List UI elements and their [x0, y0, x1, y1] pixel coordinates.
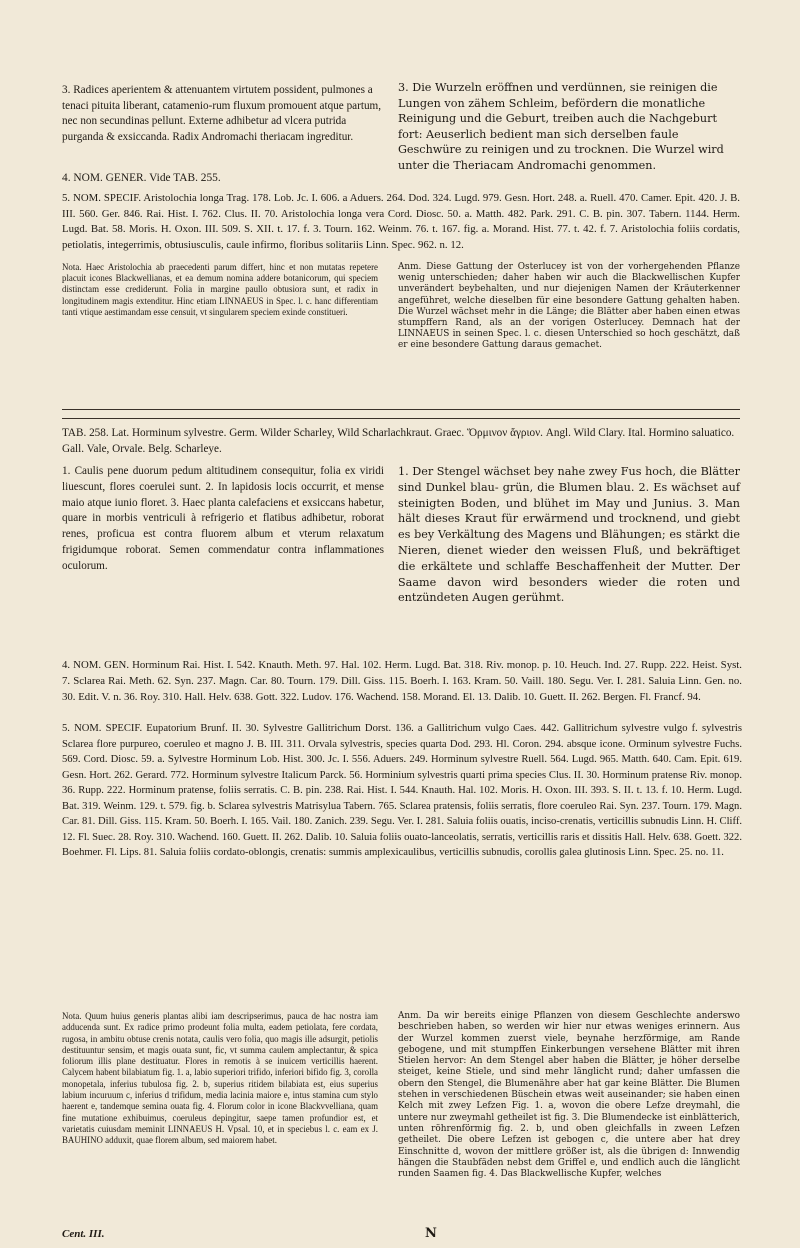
tab-258-heading: TAB. 258. Lat. Horminum sylvestre. Germ. Wilder Scharley, Wild Scharlachkraut. Graec. Ὅρμινον ἄγριον. Angl. Wild Clary. Ital. Hormino saluatico. Gall. Vale, Orvale. Belg. Scharleye.: [62, 427, 735, 455]
signature-mark: N: [425, 1226, 437, 1241]
nota-latin-1: Nota. Haec Aristolochia ab praecedenti parum differt, hinc et non mutatas repetere placuit icones Blackwellianas, et ea demum nomina addere botanicorum, qui speciem distinctam esse crediderunt. Folia in margine paullo obtusiora sunt, et radix in longitudinem magis extenditur. Hinc etiam LINNAEUS in Spec. l. c. hanc differentiam tanti vtique aestimandam esse censuit, vt singularem speciem exinde constitueri.: [62, 262, 378, 317]
nomen-specificum-paragraph-2: 5. NOM. SPECIF. Eupatorium Brunf. II. 30. Sylvestre Gallitrichum Dorst. 136. a Gallitrichum vulgo Caes. 442. Gallitrichum sylvestre vulgo f. sylvestris Sclarea flore purpureo, coeruleo et magno J. B. III. 311. Orvala sylvestris, species quarta Dod. 293. Hl. Coron. 294. absque icone. Orminum sylvestre Fuchs. 569. Cord. Diosc. 59. a. Sylvestre Horminum Lob. Hist. 300. Jc. I. 556. Aduers. 249. Horminum sylvestre Ruell. 564. Lugd. 965. Matth. 640. Cam. Epit. 619. Gesn. Hort. 262. Gerard. 772. Horminum sylvestre Italicum Parck. 56. Horminium sylvestris quarti prima species Clus. II. 30. Horminum pratense Riv. monop. 36. Rupp. 222. Horminum pratense, foliis serratis. C. B. pin. 238. Rai. Hist. I. 544. Knauth. Hal. 102. Moris. H. Oxon. III. 393. S. II. t. 13. f. 10. Herm. Lugd. Bat. 319. Weinm. 129. t. 579. fig. b. Sclarea sylvestris Matrisylua Tabern. 765. Sclarea pratensis, foliis serratis, flore coeruleo Rai. Syn. 237. Tourn. 179. Magn. Car. 81. Dill. Giss. 115. Kram. 50. Boerh. I. 165. Vail. 180. Zanich. 239. Segu. Ver. I. 281. Saluia foliis ouatis, inciso-crenatis, verticillis subnudis Linn. H. Cliff. 12. Fl. Suec. 28. Roy. 310. Wachend. 160. Guett. II. 262. Dalib. 10. Saluia foliis ouato-lanceolatis, serratis, verticillis raris et dissitis Hall. Helv. 638. Goett. 322. Boehmer. Fl. Lips. 81. Saluia foliis cordato-oblongis, crenatis: summis amplexicaulibus, verticillis subnudis, corollis galea glutinosis Linn. Spec. 25. no. 11.: [62, 723, 742, 858]
description-latin: 1. Caulis pene duorum pedum altitudinem consequitur, folia ex viridi liuescunt, flores coerulei sunt. 2. In lapidosis locis occurrit, et mense maio atque iunio floret. 3. Haec planta calefaciens et exsiccans habetur, quare in morbis ventriculi à refrigerio et flatibus adhibetur, roborat renes, proficua est contra fluorem album et vterum relaxatum frigidumque roborat. Semen commendatur contra inflammationes oculorum.: [62, 465, 384, 572]
anmerkung-german-2: Anm. Da wir bereits einige Pflanzen von diesem Geschlechte anderswo beschrieben haben, so werden wir hier nur etwas weniges erinnern. Aus der Wurzel kommen zuerst viele, beynahe herzförmige, am Rande gebogene, und mit stumpffen Einkerbungen versehene Blätter mit ihren Stielen hervor: An dem Stengel aber haben die Blätter, je höher derselbe steiget, keine Stiele, und sind mehr länglicht rund; daher umfassen die obern den Stengel, die Blumenähre aber hat gar keine Blätter. Die Blumen stehen in verschiedenen Büschein etwas weit auseinander; sie haben einen Kelch mit zwey Lefzen Fig. 1. a, wovon die obere Lefze dreymahl, die untere nur zweymahl getheilet ist fig. 3. Die Blumendecke ist einblätterich, unten röhrenförmig fig. 2. b, und oben gleichfalls in zween Lefzen getheilet. Die obere Lefzen ist gebogen c, die untere aber hat drey Einschnitte d, wovon der mittlere größer ist, als die übrigen d: Innwendig hängen die Staubfäden nebst dem Griffel e, und endlich auch die länglicht runden Saamen fig. 4. Das Blackwellische Kupfer, welches: [398, 1011, 740, 1180]
anmerkung-german-1: Anm. Diese Gattung der Osterlucey ist von der vorhergehenden Pflanze wenig unterschieden; daher haben wir auch die Blackwellischen Kupfer unverändert beybehalten, und nur diejenigen Namen der Kräuterkenner angeführet, welche dieselben für eine besondere Gattung gehalten haben. Die Wurzel wächset mehr in die Länge; die Blätter aber haben einen etwas stumpffern Rand, als an der vorigen Osterlucey. Demnach hat der LINNAEUS in seinen Spec. l. c. diesen Unterschied so hoch geschätzt, daß er eine besondere Gattung daraus gemachet.: [398, 262, 740, 351]
paragraph-3-latin: 3. Radices aperientem & attenuantem virtutem possident, pulmones a tenaci pituita liberant, catamenio-rum fluxum promouent atque partum, nec non secundinas pellunt. Externe adhibetur ad vlcera putrida purganda & exsiccanda. Radix Andromachi theriacam ingreditur.: [62, 84, 382, 143]
nomen-generis-reference: 4. NOM. GENER. Vide TAB. 255.: [62, 172, 221, 184]
description-german: 1. Der Stengel wächset bey nahe zwey Fus hoch, die Blätter sind Dunkel blau- grün, die Blumen blau. 2. Es wächset auf steinigten Boden, und blühet im May und Junius. 3. Man hält dieses Kraut für erwärmend und trocknend, und giebt es bey Verkältung des Magens und Blähungen; es stärkt die Nieren, dienet wieder den weissen Fluß, und bekräftiget die erkältete und schlaffe Beschaffenheit der Mutter. Der Saame davon wird besonders wieder die roten und entzündeten Augen gerühmt.: [398, 465, 740, 605]
section-divider-top: [62, 409, 740, 410]
footer-centuria: Cent. III.: [62, 1228, 105, 1240]
section-divider-bottom: [62, 418, 740, 419]
nota-latin-2: Nota. Quum huius generis plantas alibi iam descripserimus, pauca de hac nostra iam adducenda sunt. Ex radice primo prodeunt folia multa, eadem petiolata, fere cordata, rugosa, in ambitu obtuse crenis notata, caulis vero folia, quo magis ille adsurgit, petiolis destituuntur sensim, et magis ouata sunt, fic, vt summa caulem amplectantur, & spica foliorum illis plane destituatur. Flores in remotis à se inuicem verticillis haerent. Calycem habent bilabiatum fig. 1. a, labio superiori trifido, inferiori bifido fig. 3, corolla monopetala, inferius tubulosa fig. 2. b, superius ritidem bilabiata est, eius superius labium incuruum c, inferius d trifidum, media lacinia maiore e, intus stamina cum stylo haerent e, tandemque semina ouata fig. 4. Florum color in icone Blackvvelliana, quam fine mutatione exhibuimus, coeruleus depingitur, saepe tamen profundior est, et varietatis cuiusdam meminit LINNAEUS H. Vpsal. 10, et in speciebus l. c. eam ex J. BAUHINO adduxit, quae florem album, sed maiorem habet.: [62, 1011, 378, 1146]
nomen-generis-paragraph: 4. NOM. GEN. Horminum Rai. Hist. I. 542. Knauth. Meth. 97. Hal. 102. Herm. Lugd. Bat. 318. Riv. monop. p. 10. Heuch. Ind. 27. Rupp. 222. Heist. Syst. 7. Sclarea Rai. Meth. 62. Syn. 237. Magn. Car. 80. Tourn. 179. Dill. Giss. 115. Boerh. I. 163. Kram. 50. Vaill. 180. Segu. Ver. I. 281. Saluia Linn. Gen. no. 30. Edit. V. n. 36. Roy. 310. Hall. Helv. 638. Gott. 322. Ludov. 176. Wachend. 158. Morand. El. 13. Dalib. 10. Guett. II. 262. Bergen. Fl. Francf. 94.: [62, 659, 742, 703]
nomen-specificum-paragraph: 5. NOM. SPECIF. Aristolochia longa Trag. 178. Lob. Jc. I. 606. a Aduers. 264. Dod. 324. Lugd. 979. Gesn. Hort. 248. a. Ruell. 470. Camer. Epit. 420. J. B. III. 560. Ger. 846. Rai. Hist. I. 762. Clus. II. 70. Aristolochia longa vera Cord. Diosc. 50. a. Matth. 482. Park. 291. C. B. pin. 307. Tabern. 1144. Herm. Lugd. Bat. 58. Moris. H. Oxon. III. 509. S. XII. t. 17. f. 3. Tourn. 162. Weinm. 76. t. 167. fig. a. Morand. Hist. 77. t. 42. f. 7. Aristolochia foliis cordatis, petiolatis, integerrimis, obtusiusculis, caule infirmo, floribus solitariis Linn. Spec. 962. n. 12.: [62, 192, 740, 251]
paragraph-3-german: 3. Die Wurzeln eröffnen und verdünnen, sie reinigen die Lungen von zähem Schleim, befördern die monatliche Reinigung und die Geburt, treiben auch die Nachgeburt fort: Aeuserlich bedient man sich derselben faule Geschwüre zu reinigen und zu trocknen. Die Wurzel wird unter die Theriacam Andromachi genommen.: [398, 81, 724, 172]
